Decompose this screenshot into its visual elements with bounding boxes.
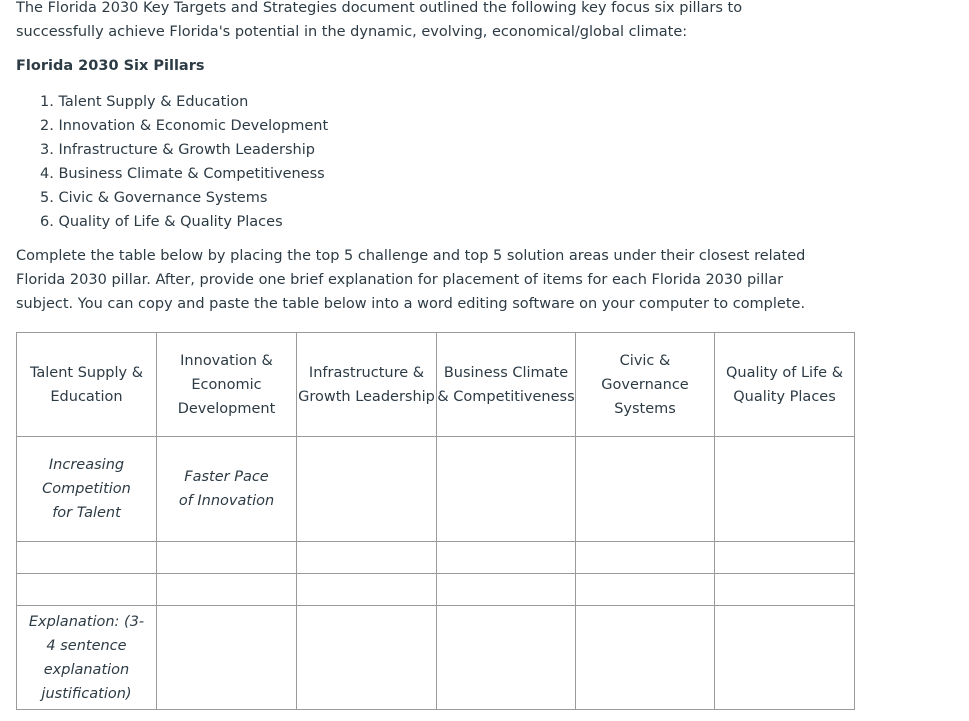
table-cell[interactable] [437, 437, 576, 542]
table-cell[interactable] [576, 437, 715, 542]
table-cell[interactable] [17, 542, 157, 574]
table-cell[interactable] [715, 606, 855, 710]
table-cell[interactable] [157, 574, 297, 606]
table-row [17, 574, 855, 606]
table-row [17, 437, 855, 542]
table-cell[interactable] [17, 574, 157, 606]
table-cell[interactable] [297, 574, 437, 606]
table-cell[interactable] [437, 542, 576, 574]
table-cell[interactable] [297, 542, 437, 574]
table-cell[interactable] [157, 542, 297, 574]
header-cell: Civic & Governance Systems [576, 333, 715, 437]
table-cell[interactable] [576, 606, 715, 710]
table-cell[interactable]: Faster Pace of Innovation [157, 437, 297, 542]
table-cell[interactable] [576, 574, 715, 606]
table-cell[interactable] [715, 542, 855, 574]
table-cell[interactable] [297, 437, 437, 542]
list-item: 4. Business Climate & Competitiveness [40, 166, 325, 182]
table-cell[interactable]: Increasing Competition for Talent [17, 437, 157, 542]
header-cell: Talent Supply & Education [17, 333, 157, 437]
table-cell[interactable] [157, 606, 297, 710]
table-header-row [17, 333, 855, 437]
pillar-table [16, 332, 855, 710]
table-cell[interactable] [437, 574, 576, 606]
document-body [16, 0, 956, 316]
table-cell[interactable] [715, 574, 855, 606]
table-row [17, 542, 855, 574]
header-cell: Infrastructure & Growth Leadership [297, 333, 437, 437]
list-item: 1. Talent Supply & Education [40, 94, 249, 110]
list-item: 5. Civic & Governance Systems [40, 190, 268, 206]
table-cell[interactable] [297, 606, 437, 710]
table-cell[interactable] [437, 606, 576, 710]
table-cell[interactable] [715, 437, 855, 542]
header-cell: Quality of Life & Quality Places [715, 333, 855, 437]
explanation-row [17, 606, 855, 710]
instructions-paragraph: Complete the table below by placing the top 5 challenge and top 5 solution areas under their closest related Florida 2030 pillar. After, provide one brief explanation for placement of items for each Florida 2030 pillar subject. You can copy and paste the table below into a word editing software on your computer to complete. [16, 248, 806, 312]
list-item: 3. Infrastructure & Growth Leadership [40, 142, 315, 158]
table-cell[interactable] [576, 542, 715, 574]
section-heading: Florida 2030 Six Pillars [16, 58, 205, 74]
list-item: 6. Quality of Life & Quality Places [40, 214, 283, 230]
header-cell: Business Climate & Competitiveness [437, 333, 576, 437]
explanation-label-cell[interactable]: Explanation: (3-4 sentence explanation justification) [17, 606, 157, 710]
pillars-list [16, 90, 956, 234]
header-cell: Innovation & Economic Development [157, 333, 297, 437]
list-item: 2. Innovation & Economic Development [40, 118, 329, 134]
intro-paragraph: The Florida 2030 Key Targets and Strategies document outlined the following key focus six pillars to successfully achieve Florida's potential in the dynamic, evolving, economical/global climate: [16, 0, 743, 40]
